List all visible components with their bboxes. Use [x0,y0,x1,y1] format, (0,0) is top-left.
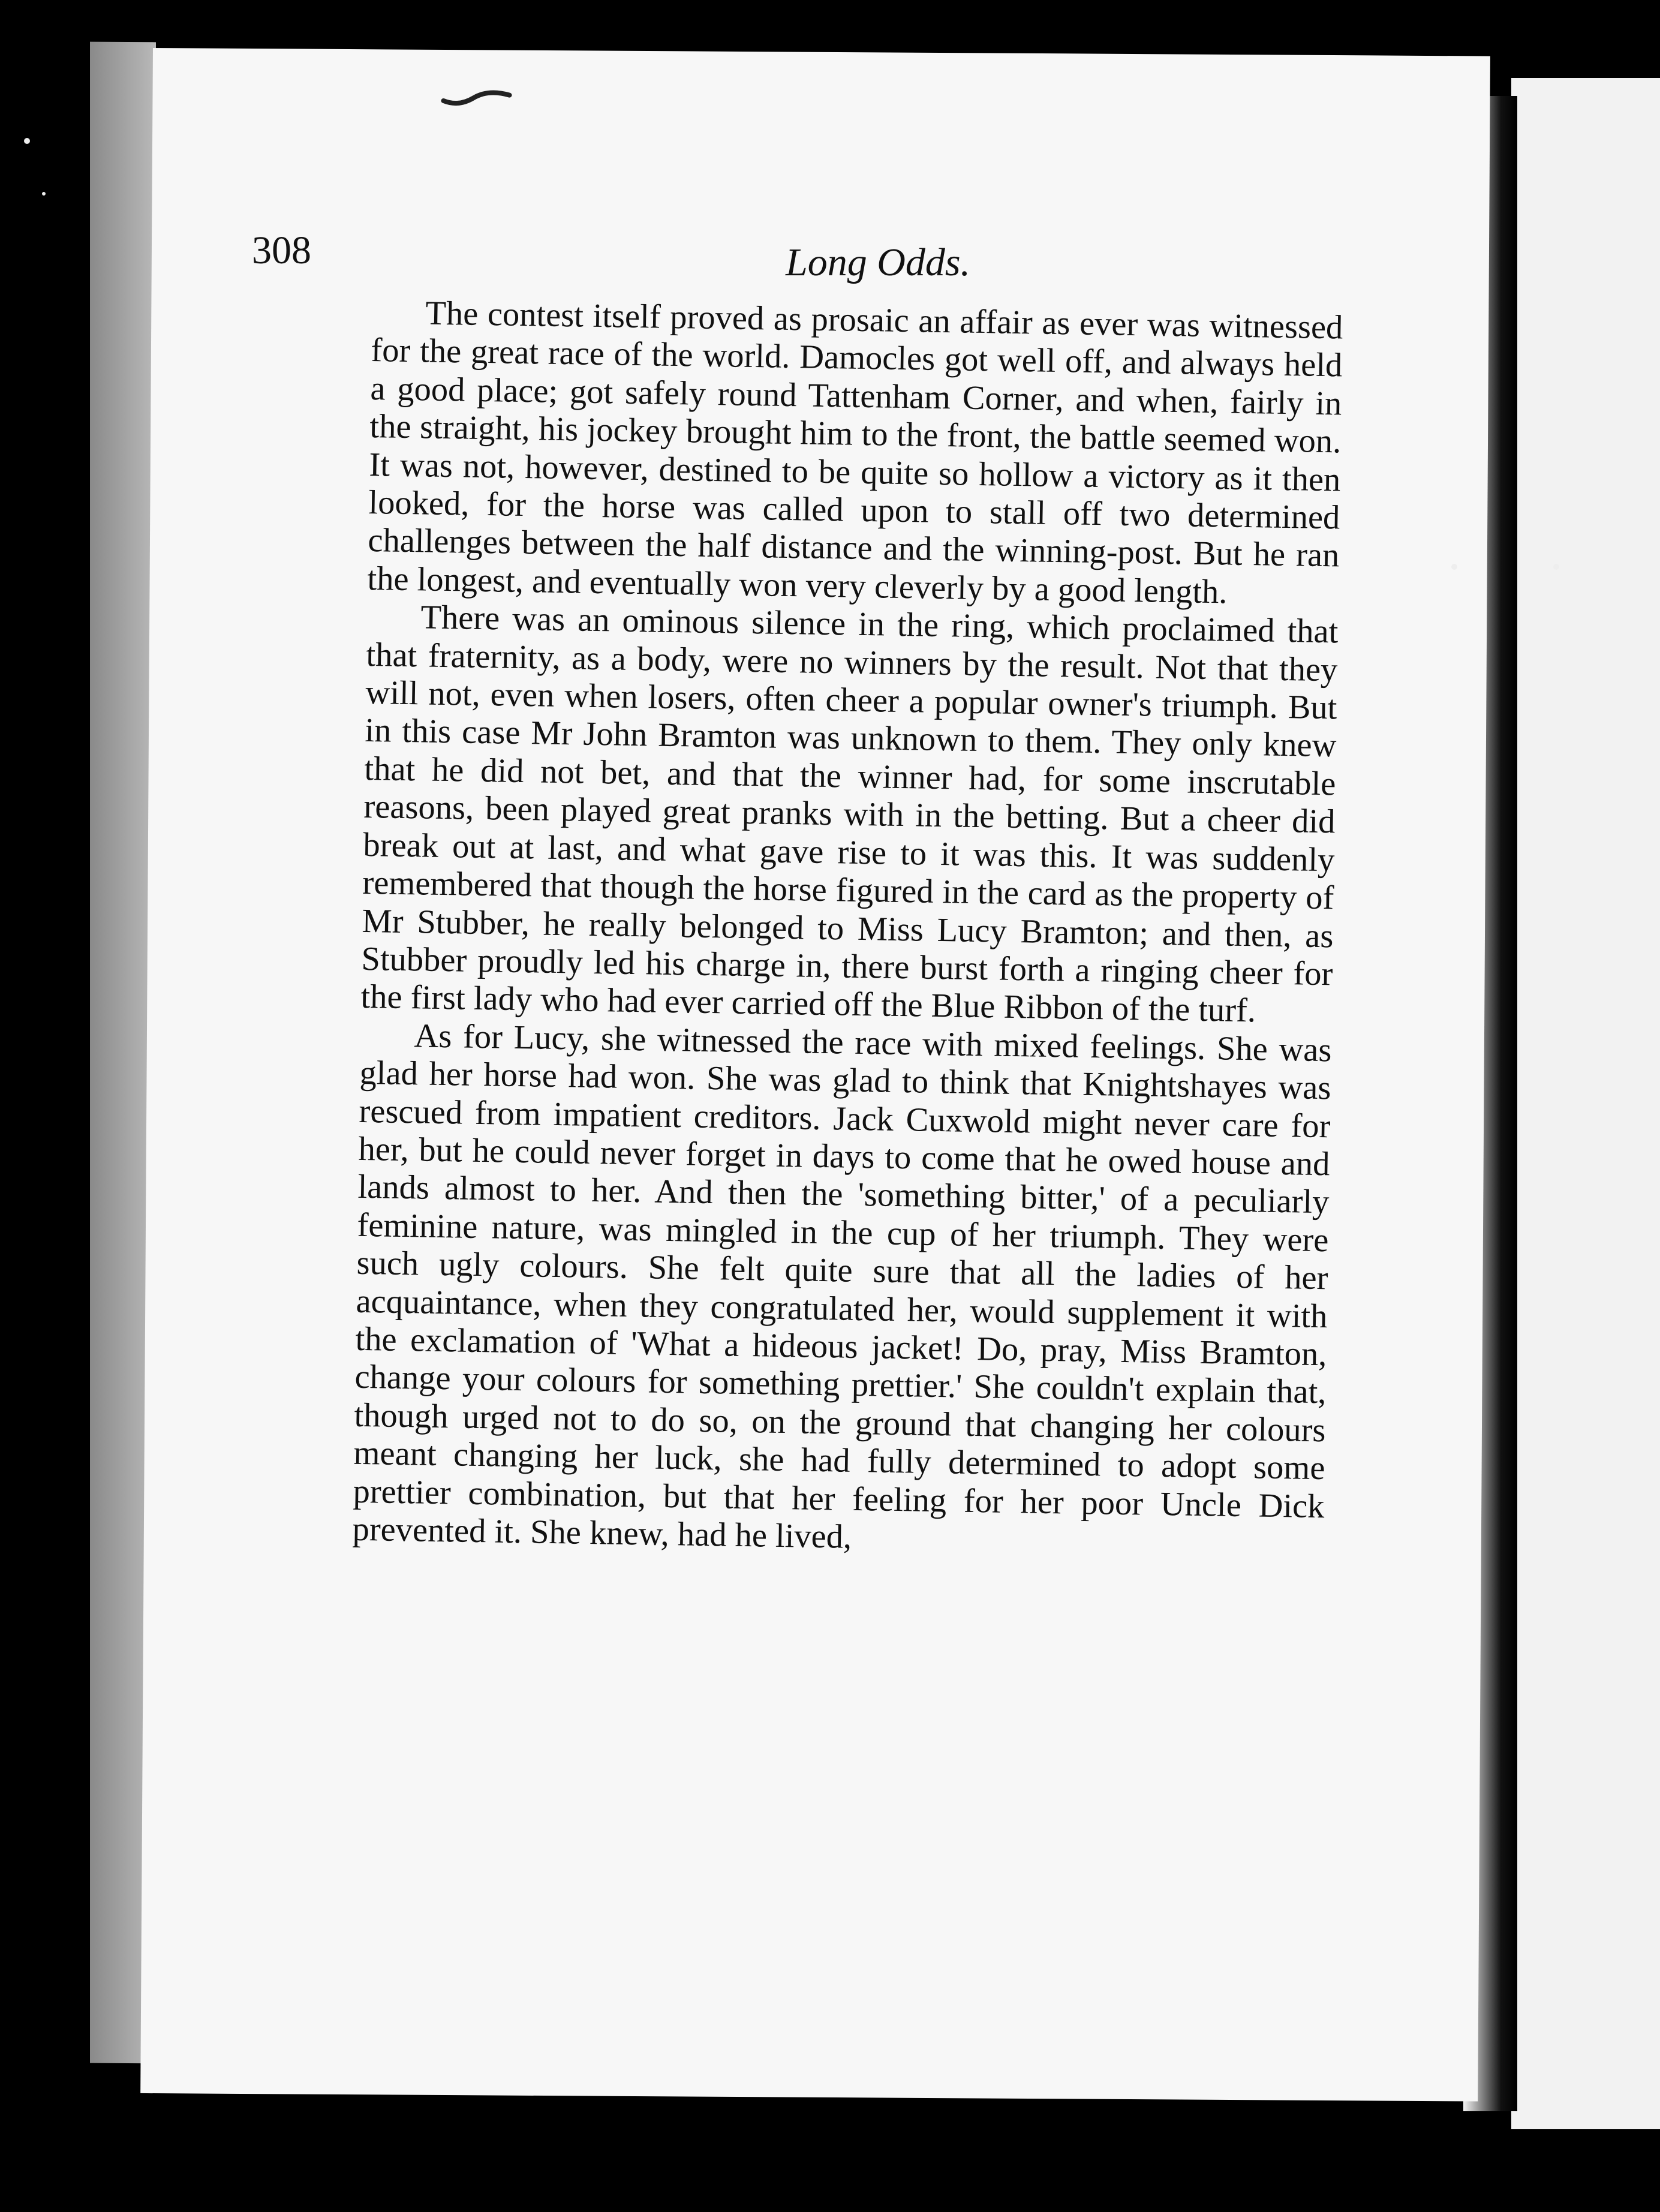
paragraph: The contest itself proved as prosaic an affair as ever was witnessed for the great race of the world. Damocles got well off, and always held a good place; got safely round Tattenham Corner, and when, fairly in the straight, his jockey brought him to the front, the battle seemed won. It was not, however, destined to be quite so hollow a victory as it then looked, for the horse was called upon to stall off two determined challenges between the half distance and the winning-post. But he ran the longest, and eventually won very cleverly by a good length. [367,294,1343,611]
page-header [252,228,1331,300]
facing-page-edge [1511,78,1660,2129]
paragraph: As for Lucy, she witnessed the race with mixed feelings. She was glad her horse had won. She was glad to think that Knightshayes was rescued from impatient creditors. Jack Cuxwold might never care for her, but he could never forget in days to come that he owed house and lands almost to her. And then the 'something bitter,' of a peculiarly feminine nature, was mingled in the cup of her triumph. They were such ugly colours. She felt quite sure that all the ladies of her acquaintance, when they congratulated her, would supplement it with the exclamation of 'What a hideous jacket! Do, pray, Miss Bramton, change your colours for something prettier.' She couldn't explain that, though urged not to do so, on the ground that changing her colours meant changing her luck, she had fully determined to adopt some prettier combination, but that her feeling for her poor Uncle Dick prevented it. She knew, had he lived, [352,1017,1332,1556]
scan-speck [24,138,30,144]
running-title: Long Odds. [786,241,971,284]
scan-speck [1553,564,1559,570]
scan-speck [1451,564,1457,570]
scan-speck [42,192,46,196]
paragraph: There was an ominous silence in the ring, which proclaimed that that fraternity, as a body, were no winners by the result. Not that they will not, even when losers, often cheer a popular owner's triumph. But in this case Mr John Bramton was unknown to them. They only knew that he did not bet, and that the winner had, for some inscrutable reasons, been played great pranks with in the betting. But a cheer did break out at last, and what gave rise to it was this. It was suddenly remembered that though the horse figured in the card as the property of Mr Stubber, he really belonged to Miss Lucy Bramton; and then, as Stubber proudly led his charge in, there burst forth a ringing cheer for the first lady who had ever carried off the Blue Ribbon of the turf. [360,599,1339,1030]
body-text [345,294,1343,1988]
ink-mark-icon [440,86,512,110]
page-number: 308 [252,229,311,272]
